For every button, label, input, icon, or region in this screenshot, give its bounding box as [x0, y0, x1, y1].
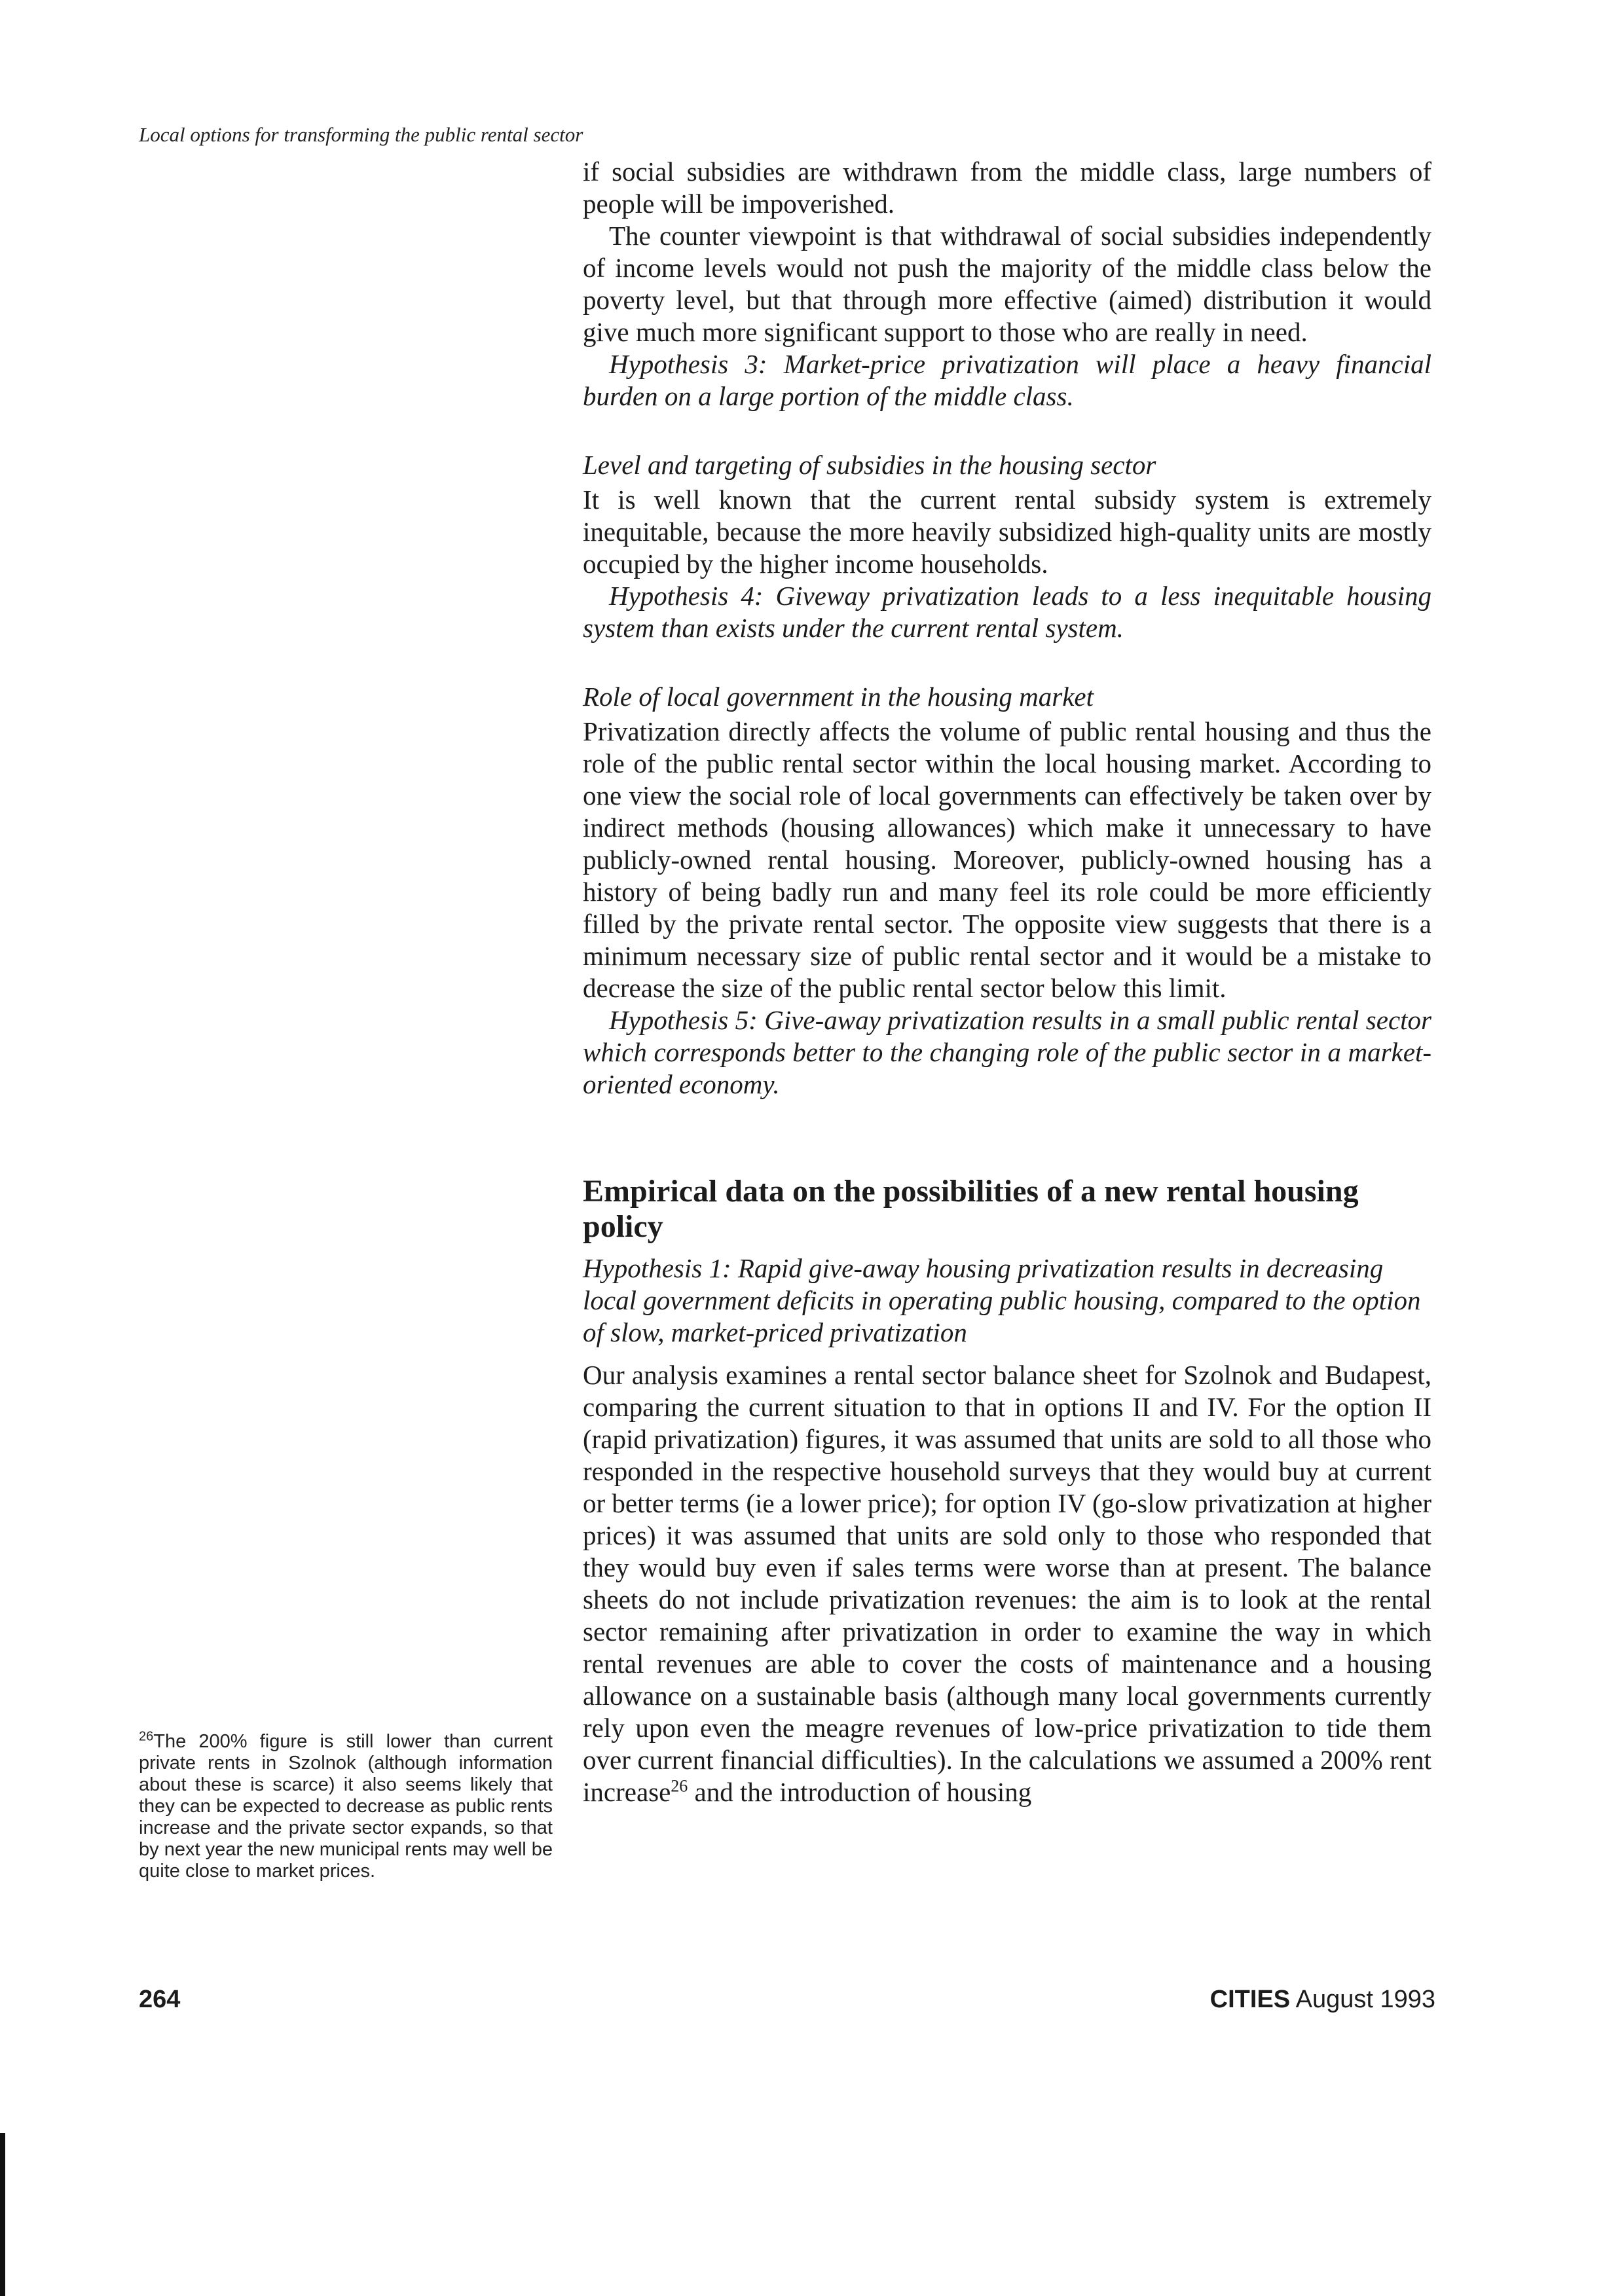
analysis-text-tail: and the introduction of housing [688, 1777, 1032, 1807]
hypothesis-4: Hypothesis 4: Giveway privatization leads to a less inequitable housing system than exists under the current rental system. [583, 581, 1431, 643]
footnote-text: The 200% figure is still lower than current private rents in Szolnok (although information about these is scarce) it also seems likely that they can be expected to decrease as public rents increase and the private sector expands, so that by next year the new municipal rents may well be quite close to market prices. [139, 1731, 553, 1882]
body-paragraph-subsidies: It is well known that the current rental subsidy system is extremely inequitable, because the more heavily subsidized high-quality units are mostly occupied by the higher income households. [583, 484, 1431, 579]
footnote-reference[interactable]: 26 [671, 1776, 688, 1796]
hypothesis-5: Hypothesis 5: Give-away privatization results in a small public rental sector which corresponds better to the changing role of the public sector in a market-oriented economy. [583, 1005, 1431, 1099]
issue-date: August 1993 [1290, 1986, 1435, 2013]
body-paragraph-analysis [583, 1359, 1431, 1808]
footnote [139, 1731, 553, 1882]
body-paragraph-counter-viewpoint: The counter viewpoint is that withdrawal of social subsidies independently of income levels would not push the majority of the middle class below the poverty level, but that through more effective (aimed) distribution it would give much more significant support to those who are really in need. [583, 221, 1431, 347]
main-column [583, 156, 1431, 1808]
footnote-marker: 26 [139, 1729, 154, 1744]
hypothesis-3: Hypothesis 3: Market-price privatization will place a heavy financial burden on a large portion of the middle class. [583, 349, 1431, 411]
journal-name: CITIES [1209, 1986, 1291, 2013]
scan-edge-mark [0, 2133, 5, 2296]
hypothesis-1: Hypothesis 1: Rapid give-away housing privatization results in decreasing local government deficits in operating public housing, compared to the option of slow, market-priced privatization [583, 1253, 1421, 1347]
analysis-text: Our analysis examines a rental sector balance sheet for Szolnok and Budapest, comparing the current situation to that in options II and IV. For the option II (rapid privatization) figures, it was assumed that units are sold to all those who responded in the respective household surveys that they would buy at current or better terms (ie a lower price); for option IV (go-slow privatization at higher prices) it was assumed that units are sold only to those who responded that they would buy even if sales terms were worse than at present. The balance sheets do not include privatization revenues: the aim is to look at the rental sector remaining after privatization in order to examine the way in which rental revenues are able to cover the costs of maintenance and a housing allowance on a sustainable basis (although many local governments currently rely upon even the meagre revenues of low-price privatization to tide them over current financial difficulties). In the calculations we assumed a 200% rent increase [583, 1360, 1432, 1807]
section-heading: Empirical data on the possibilities of a new rental housing policy [583, 1174, 1359, 1244]
running-head: Local options for transforming the public rental sector [139, 123, 583, 146]
journal-citation [1210, 1985, 1435, 2014]
subheading-subsidies: Level and targeting of subsidies in the housing sector [583, 450, 1156, 480]
page-number: 264 [139, 1986, 181, 2013]
body-paragraph-local-government-role: Privatization directly affects the volume of public rental housing and thus the role of the public rental sector within the local housing market. According to one view the social role of local governments can effectively be taken over by indirect methods (housing allowances) which make it unnecessary to have publicly-owned rental housing. Moreover, publicly-owned housing has a history of being badly run and many feel its role could be more efficiently filled by the private rental sector. The opposite view suggests that there is a minimum necessary size of public rental sector and it would be a mistake to decrease the size of the public rental sector below this limit. [583, 716, 1431, 1003]
subheading-local-government-role: Role of local government in the housing market [583, 682, 1094, 712]
body-paragraph-continued: if social subsidies are withdrawn from the middle class, large numbers of people will be impoverished. [583, 156, 1431, 219]
